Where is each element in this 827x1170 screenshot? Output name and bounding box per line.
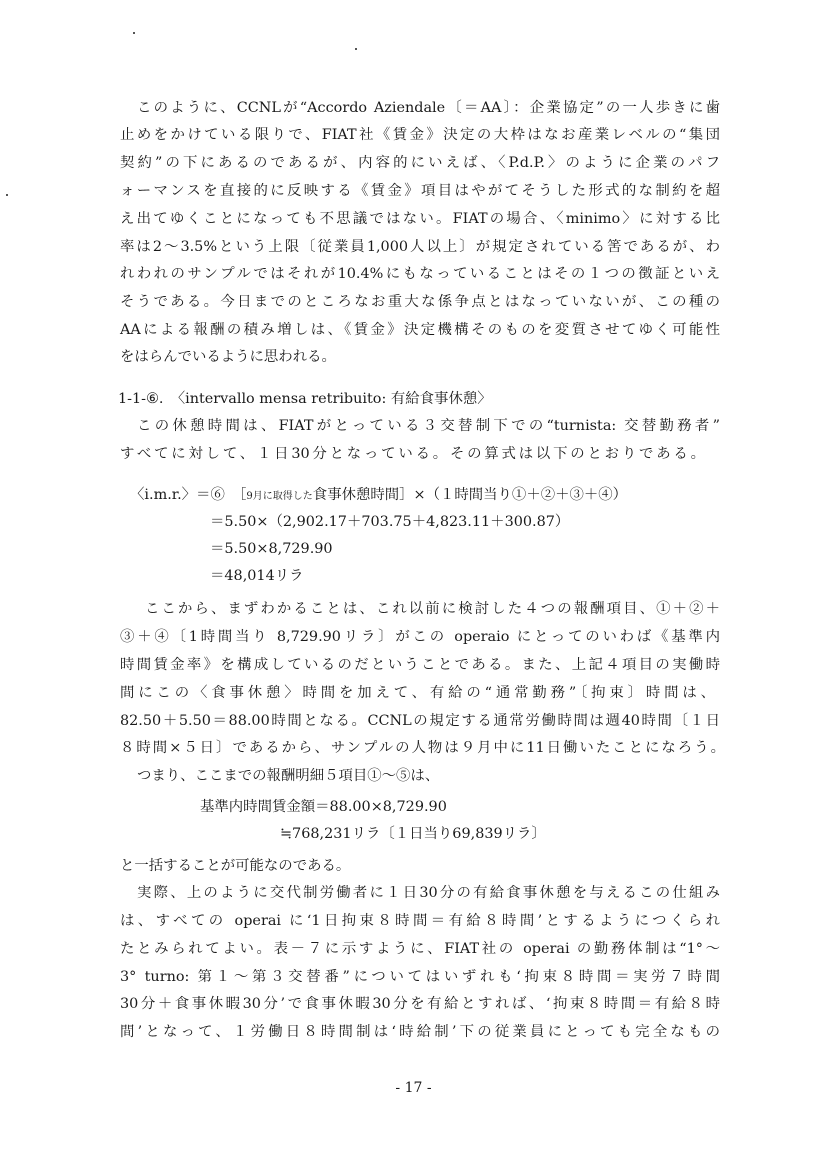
paragraph1-line: 契約”の下にあるのであるが、内容的にいえば、〈P.d.P.〉のように企業のパフ	[120, 155, 720, 171]
formula-bracket-small: 9月に取得した	[246, 491, 313, 502]
formula-bracket-rest: 食事休憩時間］×（１時間当り①＋②＋③＋④）	[312, 487, 628, 503]
paragraph4-line: 30分＋食事休暇30分’で食事休暇30分を有給とすれば、‘拘束８時間＝有給８時	[120, 996, 720, 1012]
formula-line	[130, 483, 627, 504]
formula-line: ＝5.50×8,729.90	[210, 541, 333, 557]
paragraph4-line: 実際、上のように交代制労働者に１日30分の有給食事休憩を与えるこの仕組み	[137, 885, 720, 901]
paragraph3-line: 間にこの〈食事休憩〉時間を加えて、有給の“通常勤務”〔拘束〕時間は、	[120, 685, 715, 701]
paragraph3-line: 82.50＋5.50＝88.00時間となる。CCNLの規定する通常労働時間は週40時間〔１日	[120, 713, 720, 729]
paragraph1-line: そうである。今日までのところなお重大な係争点とはなっていないが、この種の	[120, 294, 720, 310]
paragraph3-line: つまり、ここまでの報酬明細５項目①～⑤は、	[137, 768, 440, 784]
page-number: - 17 -	[395, 1080, 432, 1096]
paragraph1-line: 止めをかけている限りで、FIAT社《賃金》決定の大枠はなお産業レベルの“集団	[120, 127, 720, 143]
paragraph2-line: すべてに対して、１日30分となっている。その算式は以下のとおりである。	[120, 446, 705, 462]
paragraph3-line: ８時間×５日〕であるから、サンプルの人物は９月中に11日働いたことになろう。	[120, 740, 725, 756]
calc-line: ≒768,231リラ〔１日当り69,839リラ〕	[280, 826, 546, 842]
formula-lhs: 〈i.m.r.〉＝⑥ ［	[130, 487, 247, 503]
formula-line: ＝5.50×（2,902.17＋703.75＋4,823.11＋300.87）	[210, 514, 570, 530]
paragraph4-line: 間’となって、１労働日８時間制は‘時給制’下の従業員にとっても完全なもの	[120, 1024, 720, 1040]
paragraph3-line: ③＋④〔1時間当り 8,729.90リラ〕がこの operaio にとってのいわば《基準内	[120, 629, 720, 645]
scan-mark	[133, 32, 135, 34]
paragraph4-line: たとみられてよい。表－７に示すように、FIAT社の operai の勤務体制は“1°～	[120, 941, 720, 957]
paragraph4-line: は、すべての operai に‘1日拘束８時間＝有給８時間’とするようにつくられ	[120, 913, 720, 929]
paragraph3-line: 時間賃金率》を構成しているのだということである。また、上記４項目の実働時	[120, 657, 720, 673]
paragraph4-line: と一括することが可能なのである。	[120, 858, 351, 874]
paragraph2-line: この休憩時間は、FIATがとっている３交替制下での“turnista: 交替勤務者”	[137, 418, 720, 434]
paragraph1-line: 率は2～3.5%という上限〔従業員1,000人以上〕が規定されている筈であるが、わ	[120, 239, 720, 255]
paragraph1-line: をはらんでいるように思われる。	[120, 349, 336, 365]
paragraph1-line: このように、CCNLが“Accordo Aziendale〔＝AA〕：企業協定”の一人歩きに歯	[137, 100, 720, 116]
paragraph1-line: AAによる報酬の積み増しは、《賃金》決定機構そのものを変質させてゆく可能性	[120, 322, 720, 338]
paragraph1-line: ォーマンスを直接的に反映する《賃金》項目はやがてそうした形式的な制約を超	[120, 183, 720, 199]
paragraph1-line: れわれのサンプルではそれが10.4%にもなっていることはその１つの徴証といえ	[120, 266, 720, 282]
scan-mark	[6, 194, 8, 196]
section-heading: 1-1-⑥. 〈intervallo mensa retribuito: 有給食事休憩〉	[118, 391, 492, 407]
scan-mark	[355, 48, 357, 50]
calc-line: 基準内時間賃金額＝88.00×8,729.90	[200, 799, 447, 815]
paragraph3-line: ここから、まずわかることは、これ以前に検討した４つの報酬項目、①＋②＋	[145, 601, 720, 617]
paragraph4-line: 3° turno: 第１～第３交替番”についてはいずれも‘拘束８時間＝実労７時間	[120, 969, 720, 985]
paragraph1-line: え出てゆくことになっても不思議ではない。FIATの場合、〈minimo〉に対する比	[120, 211, 720, 227]
formula-line: ＝48,014リラ	[210, 568, 304, 584]
